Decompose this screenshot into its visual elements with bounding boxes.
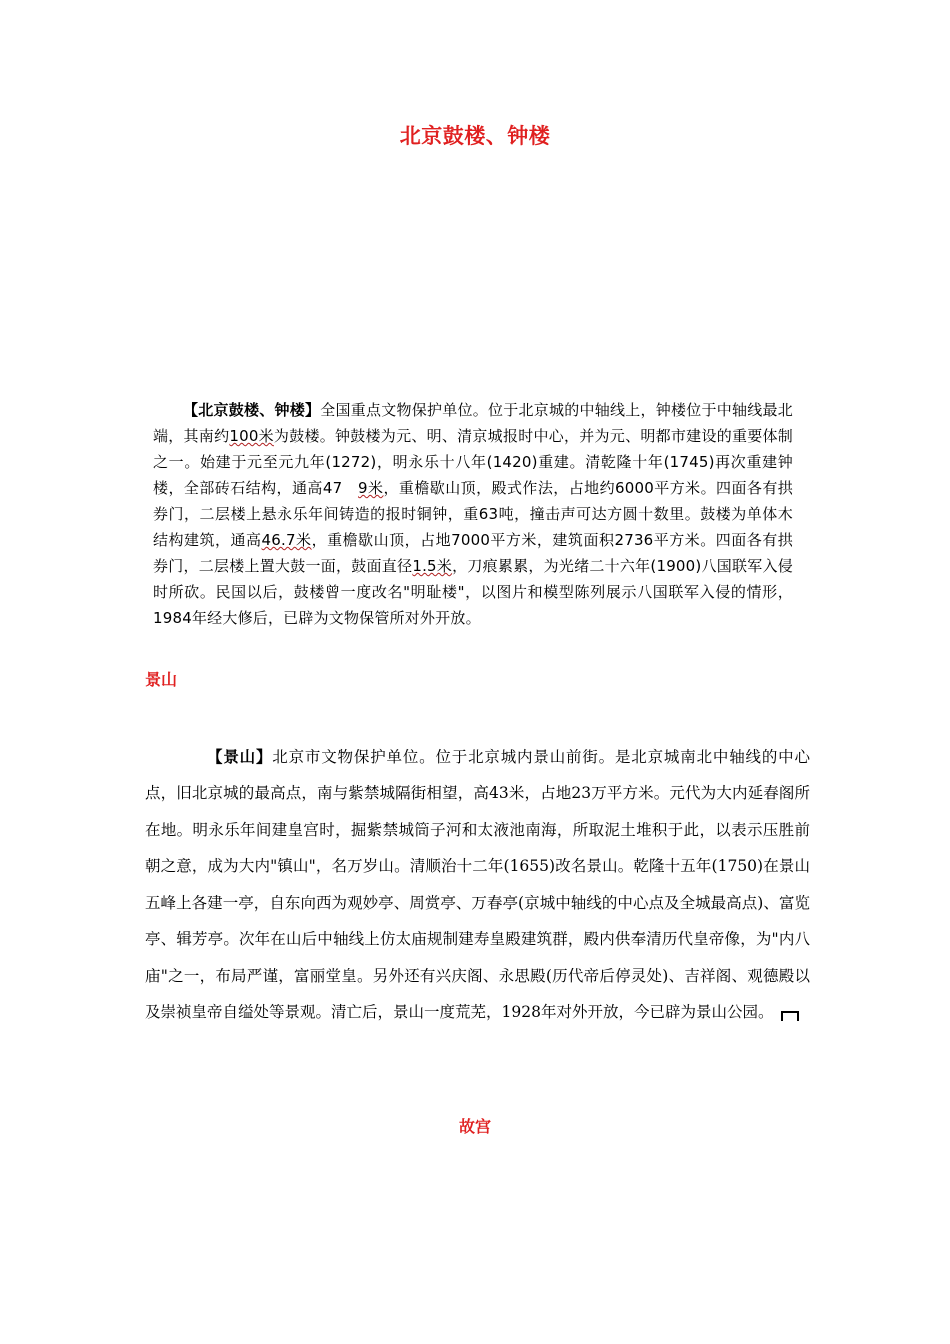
section-heading-gugong: 故宫	[458, 1117, 491, 1136]
paragraph-lead-label: 【景山】	[207, 746, 273, 766]
end-mark-icon	[781, 1011, 799, 1021]
measure-value: 46.7米	[261, 531, 312, 549]
paragraph-jingshan	[145, 739, 810, 1031]
page-title: 北京鼓楼、钟楼	[399, 124, 551, 148]
paragraph-text: 全国重点文物保护单位。位于北京城的中轴线上，钟楼位于中轴线最北端，其南约	[153, 401, 793, 445]
paragraph-drum-bell-tower	[153, 397, 793, 631]
paragraph-text: ，重檐歇山顶，殿式作法，占地约6000平方米。四面各有拱券门，二层楼上悬永乐年间铸造的报时铜钟，重63吨，撞击声可达方圆十数里。鼓楼为单体木结构建筑，通高	[153, 479, 793, 549]
measure-value: 1.5米	[412, 557, 453, 575]
paragraph-text: 北京市文物保护单位。位于北京城内景山前街。是北京城南北中轴线的中心点，旧北京城的最高点，南与紫禁城隔街相望，高43米，占地23万平方米。元代为大内延春阁所在地。明永乐年间建皇宫时，掘紫禁城筒子河和太液池南海，所取泥土堆积于此，以表示压胜前朝之意，成为大内"镇山"，名万岁山。清顺治十二年(1655)改名景山。乾隆十五年(1750)在景山五峰上各建一亭，自东向西为观妙亭、周赏亭、万春亭(京城中轴线的中心点及全城最高点)、富览亭、辑芳亭。次年在山后中轴线上仿太庙规制建寿皇殿建筑群，殿内供奉清历代皇帝像，为"内八庙"之一，布局严谨，富丽堂皇。另外还有兴庆阁、永思殿(历代帝后停灵处)、吉祥阁、观德殿以及崇祯皇帝自缢处等景观。清亡后，景山一度荒芜，1928年对外开放，今已辟为景山公园。	[145, 747, 810, 1021]
paragraph-text: 为鼓楼。钟鼓楼为元、明、清京城报时中心，并为元、明都市建设的重要体制之一。始建于元至元九年(1272)，明永乐十八年(1420)重建。清乾隆十年(1745)再次重建钟楼，全部砖石结构，通高47	[153, 427, 793, 497]
section-heading-jingshan: 景山	[145, 670, 178, 689]
paragraph-text: ，刀痕累累，为光绪二十六年(1900)八国联军入侵时所砍。民国以后，鼓楼曾一度改名"明耻楼"，以图片和模型陈列展示八国联军入侵的情形，1984年经大修后，已辟为文物保管所对外开放。	[153, 557, 793, 627]
measure-value: 100米	[229, 427, 274, 445]
paragraph-text: ，重檐歇山顶，占地7000平方米，建筑面积2736平方米。四面各有拱券门，二层楼上置大鼓一面，鼓面直径	[153, 531, 793, 575]
paragraph-lead-label: 【北京鼓楼、钟楼】	[183, 401, 321, 419]
measure-value: 9米	[358, 479, 384, 497]
